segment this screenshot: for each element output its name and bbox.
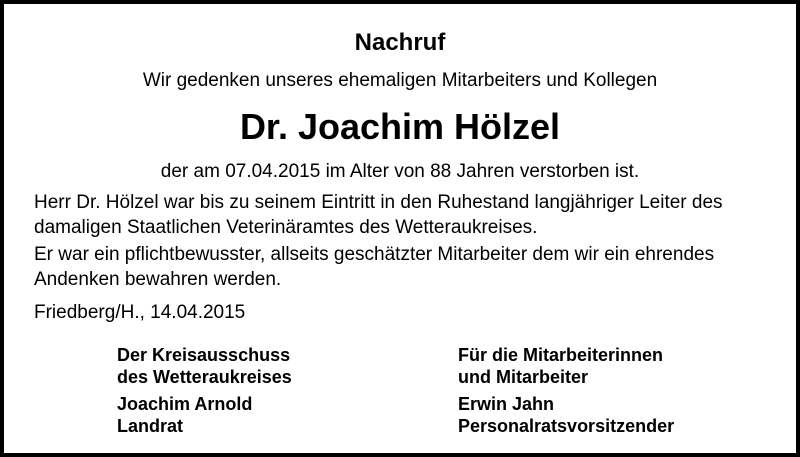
signature-right-person-name: Erwin Jahn xyxy=(458,394,555,414)
signature-left-org-line: Der Kreisausschuss xyxy=(117,345,291,365)
signature-right-person-title: Personalratsvorsitzender xyxy=(458,416,675,436)
signature-left-person xyxy=(117,393,252,437)
deceased-name: Dr. Joachim Hölzel xyxy=(239,106,561,147)
signature-right-org-line: und Mitarbeiter xyxy=(458,367,589,387)
signature-right-person xyxy=(458,393,674,437)
notice-intro: Wir gedenken unseres ehemaligen Mitarbeiters und Kollegen xyxy=(142,70,658,91)
career-paragraph: Herr Dr. Hölzel war bis zu seinem Eintritt in den Ruhestand langjähriger Leiter des damaligen Staatlichen Veterinäramtes des Wetteraukreises. xyxy=(34,192,723,238)
signature-right-org-line: Für die Mitarbeiterinnen xyxy=(458,345,664,365)
signature-left-organization xyxy=(117,344,292,388)
signature-left-person-name: Joachim Arnold xyxy=(117,394,253,414)
tribute-paragraph: Er war ein pflichtbewusster, allseits geschätzter Mitarbeiter dem wir ein ehrendes Andenken bewahren werden. xyxy=(34,244,715,290)
signature-right-organization xyxy=(458,344,663,388)
place-and-date: Friedberg/H., 14.04.2015 xyxy=(34,302,246,323)
death-statement: der am 07.04.2015 im Alter von 88 Jahren verstorben ist. xyxy=(160,161,640,182)
signature-left-org-line: des Wetteraukreises xyxy=(117,367,292,387)
signature-left-person-title: Landrat xyxy=(117,416,184,436)
notice-heading: Nachruf xyxy=(354,29,446,56)
